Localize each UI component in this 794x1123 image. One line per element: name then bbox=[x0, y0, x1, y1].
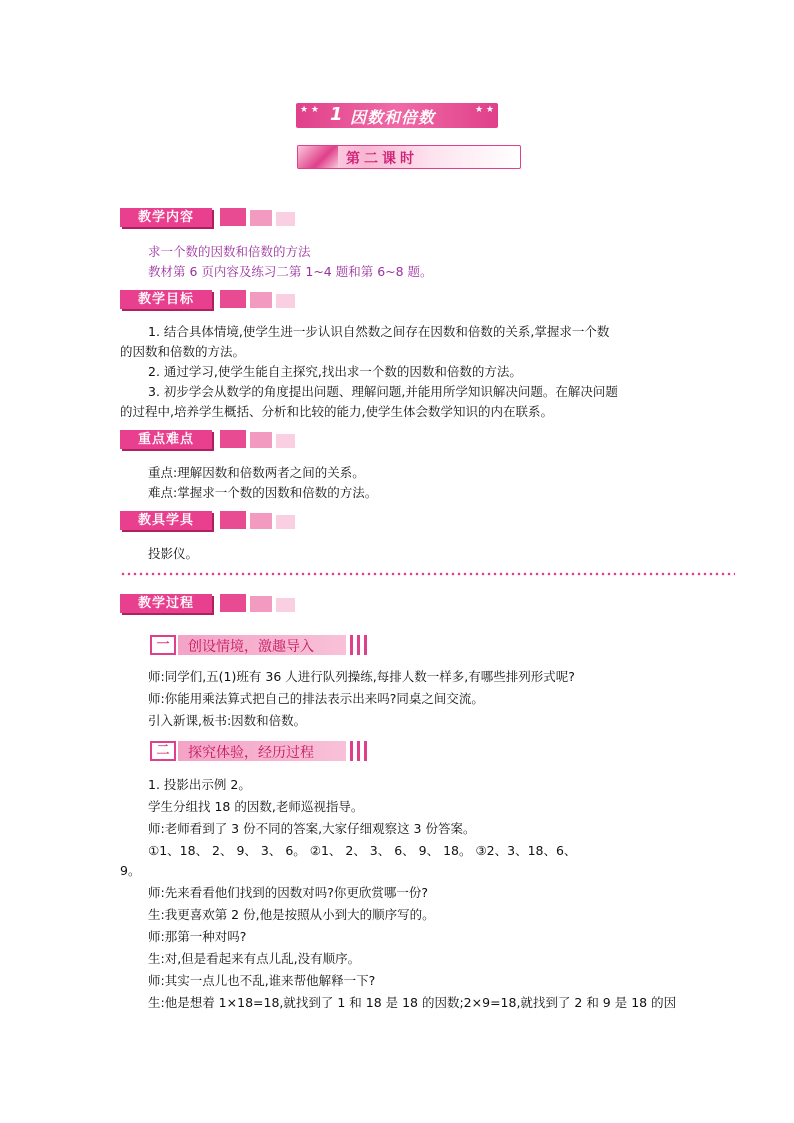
content-line: 教材第 6 页内容及练习二第 1~4 题和第 6~8 题。 bbox=[148, 264, 433, 279]
step-number: 二 bbox=[150, 741, 176, 761]
key-point-line: 难点:掌握求一个数的因数和倍数的方法。 bbox=[148, 485, 378, 500]
section-label: 重点难点 bbox=[120, 430, 212, 449]
step-header-1 bbox=[150, 635, 368, 657]
step-tick bbox=[350, 741, 353, 761]
goal-line: 的因数和倍数的方法。 bbox=[120, 344, 246, 359]
key-point-line: 重点:理解因数和倍数两者之间的关系。 bbox=[148, 465, 365, 480]
step-tick bbox=[364, 635, 367, 655]
dialog-line: 学生分组找 18 的因数,老师巡视指导。 bbox=[148, 799, 364, 814]
dialog-line: 师:那第一种对吗? bbox=[148, 929, 247, 944]
section-label: 教学目标 bbox=[120, 290, 212, 309]
dialog-line: 生:他是想着 1×18=18,就找到了 1 和 18 是 18 的因数;2×9=18,就找到了 2 和 9 是 18 的因 bbox=[148, 995, 677, 1010]
section-label: 教具学具 bbox=[120, 511, 212, 530]
header-block bbox=[250, 292, 272, 308]
star-icon: ★ ★ bbox=[475, 105, 494, 115]
chapter-title: 因数和倍数 bbox=[350, 108, 436, 127]
header-block bbox=[220, 208, 246, 226]
header-block bbox=[250, 432, 272, 448]
header-block bbox=[276, 212, 295, 226]
dialog-line: 师:其实一点儿也不乱,谁来帮他解释一下? bbox=[148, 973, 376, 988]
header-block bbox=[276, 598, 295, 612]
step-tick bbox=[350, 635, 353, 655]
tools-line: 投影仪。 bbox=[148, 546, 199, 561]
header-block bbox=[220, 430, 246, 448]
header-block bbox=[276, 294, 295, 308]
section-label: 教学内容 bbox=[120, 208, 212, 227]
dialog-line: 1. 投影出示例 2。 bbox=[148, 777, 251, 792]
dialog-line: 师:老师看到了 3 份不同的答案,大家仔细观察这 3 份答案。 bbox=[148, 821, 476, 836]
star-icon: ★ ★ bbox=[300, 105, 319, 115]
dialog-line: 引入新课,板书:因数和倍数。 bbox=[148, 713, 307, 728]
section-label: 教学过程 bbox=[120, 594, 212, 613]
header-block bbox=[276, 434, 295, 448]
goal-line: 3. 初步学会从数学的角度提出问题、理解问题,并能用所学知识解决问题。在解决问题 bbox=[148, 384, 618, 399]
header-block bbox=[276, 515, 295, 529]
dialog-line: 师:同学们,五(1)班有 36 人进行队列操练,每排人数一样多,有哪些排列形式呢? bbox=[148, 669, 575, 684]
answer-options-line: ①1、18、 2、 9、 3、 6。 ②1、 2、 3、 6、 9、 18。 ③2、3、18、6、 bbox=[148, 843, 577, 858]
banner-decoration bbox=[298, 146, 338, 168]
header-block bbox=[250, 210, 272, 226]
header-block bbox=[220, 594, 246, 612]
goal-line: 1. 结合具体情境,使学生进一步认识自然数之间存在因数和倍数的关系,掌握求一个数 bbox=[148, 324, 610, 339]
header-block bbox=[250, 596, 272, 612]
step-bar bbox=[178, 741, 346, 761]
lesson-title: 第二课时 bbox=[346, 151, 418, 167]
dialog-line: 师:先来看看他们找到的因数对吗?你更欣赏哪一份? bbox=[148, 885, 428, 900]
step-header-2 bbox=[150, 741, 368, 763]
step-title: 创设情境，激趣导入 bbox=[188, 639, 314, 655]
step-tick bbox=[357, 741, 360, 761]
content-line: 求一个数的因数和倍数的方法 bbox=[148, 244, 311, 259]
header-block bbox=[250, 513, 272, 529]
dialog-line: 师:你能用乘法算式把自己的排法表示出来吗?同桌之间交流。 bbox=[148, 691, 484, 706]
step-tick bbox=[357, 635, 360, 655]
dialog-line: 生:我更喜欢第 2 份,他是按照从小到大的顺序写的。 bbox=[148, 907, 435, 922]
step-tick bbox=[364, 741, 367, 761]
goal-line: 的过程中,培养学生概括、分析和比较的能力,使学生体会数学知识的内在联系。 bbox=[120, 404, 553, 419]
goal-line: 2. 通过学习,使学生能自主探究,找出求一个数的因数和倍数的方法。 bbox=[148, 364, 522, 379]
step-title: 探究体验，经历过程 bbox=[188, 745, 314, 761]
chapter-title-banner bbox=[296, 103, 498, 128]
lesson-banner bbox=[297, 145, 521, 169]
step-bar bbox=[178, 635, 346, 655]
step-number: 一 bbox=[150, 635, 176, 655]
chapter-number: 1 bbox=[330, 104, 343, 125]
dialog-line: 9。 bbox=[120, 863, 141, 878]
dialog-line: 生:对,但是看起来有点儿乱,没有顺序。 bbox=[148, 951, 361, 966]
dotted-divider bbox=[120, 571, 735, 577]
header-block bbox=[220, 511, 246, 529]
header-block bbox=[220, 290, 246, 308]
